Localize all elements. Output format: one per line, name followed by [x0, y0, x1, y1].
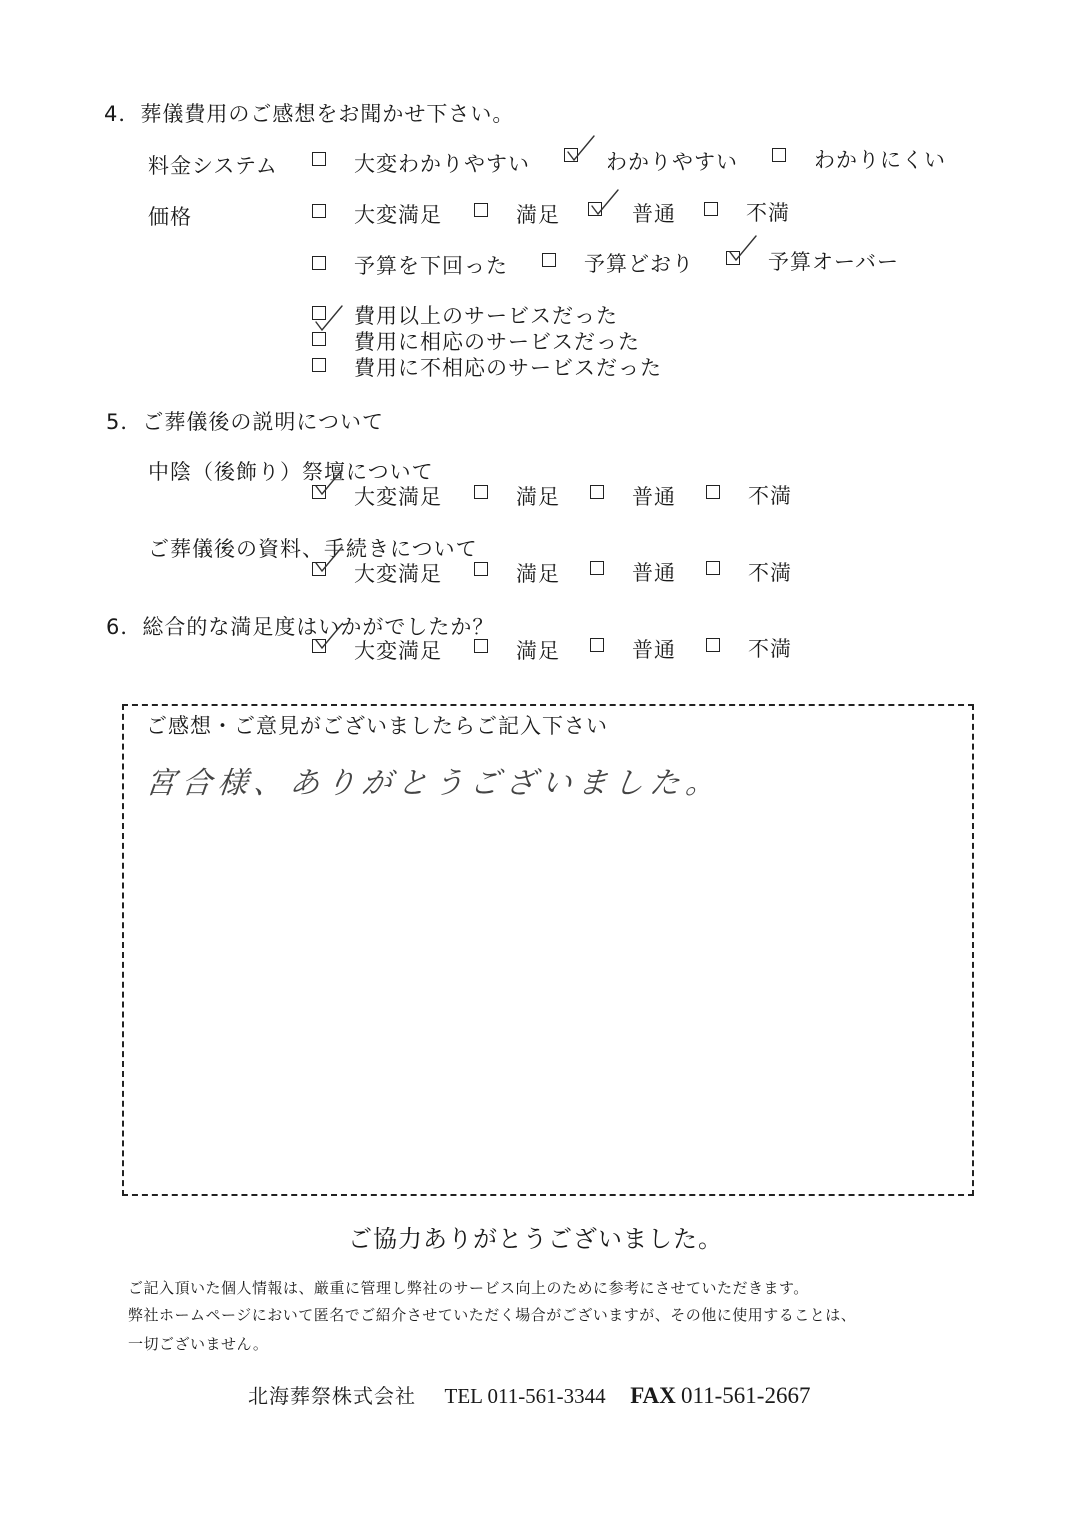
option-system-hard: わかりにくい	[814, 148, 946, 172]
checkbox-docs-dissatisfied[interactable]	[706, 561, 720, 575]
option-altar-very-satisfied: 大変満足	[354, 485, 442, 509]
option-overall-satisfied: 満足	[516, 639, 560, 663]
option-price-normal: 普通	[632, 202, 676, 226]
q4-price-label: 価格	[148, 205, 192, 229]
checkbox-service-below[interactable]	[312, 358, 326, 372]
q6-title: 6．総合的な満足度はいかがでしたか？	[106, 615, 495, 639]
fax-number: 011-561-2667	[681, 1383, 811, 1408]
option-altar-satisfied: 満足	[516, 485, 560, 509]
checkmark-icon	[728, 234, 758, 262]
handwritten-comment: 宮合様、ありがとうございました。	[143, 766, 724, 801]
privacy-line-1: ご記入頂いた個人情報は、厳重に管理し弊社のサービス向上のために参考にさせていただきます。	[128, 1279, 809, 1297]
option-altar-dissatisfied: 不満	[748, 484, 792, 508]
checkmark-icon	[314, 622, 344, 650]
option-budget-over: 予算オーバー	[768, 250, 899, 274]
option-docs-normal: 普通	[632, 561, 676, 585]
privacy-line-2: 弊社ホームページにおいて匿名でご紹介させていただく場合がございますが、その他に使用することは、	[128, 1306, 857, 1324]
q5-sub1-label: 中陰（後飾り）祭壇について	[148, 460, 434, 484]
option-docs-satisfied: 満足	[516, 562, 560, 586]
option-service-above: 費用以上のサービスだった	[354, 304, 618, 328]
option-price-dissatisfied: 不満	[746, 201, 790, 225]
checkbox-docs-satisfied[interactable]	[474, 562, 488, 576]
tel-label: TEL	[444, 1384, 483, 1408]
option-budget-on: 予算どおり	[584, 252, 694, 276]
option-service-matched: 費用に相応のサービスだった	[354, 330, 640, 354]
option-price-very-satisfied: 大変満足	[354, 203, 442, 227]
tel-number: 011-561-3344	[487, 1384, 606, 1408]
checkbox-budget-under[interactable]	[312, 256, 326, 270]
checkmark-icon	[314, 468, 344, 496]
checkbox-price-satisfied[interactable]	[474, 203, 488, 217]
checkmark-icon	[566, 134, 596, 162]
checkmark-icon	[314, 545, 344, 573]
option-system-very-easy: 大変わかりやすい	[354, 152, 530, 176]
checkbox-price-dissatisfied[interactable]	[704, 202, 718, 216]
footer-contact	[248, 1380, 810, 1409]
checkbox-service-matched[interactable]	[312, 332, 326, 346]
checkbox-altar-normal[interactable]	[590, 485, 604, 499]
checkbox-docs-normal[interactable]	[590, 561, 604, 575]
option-service-below: 費用に不相応のサービスだった	[354, 356, 662, 380]
checkbox-overall-normal[interactable]	[590, 638, 604, 652]
checkbox-overall-satisfied[interactable]	[474, 639, 488, 653]
comment-heading: ご感想・ご意見がございましたらご記入下さい	[146, 710, 614, 740]
option-system-easy: わかりやすい	[606, 150, 738, 174]
checkbox-overall-dissatisfied[interactable]	[706, 638, 720, 652]
checkbox-system-very-easy[interactable]	[312, 152, 326, 166]
option-docs-very-satisfied: 大変満足	[354, 562, 442, 586]
q5-title: 5．ご葬儀後の説明について	[106, 410, 384, 434]
q4-title: 4．葬儀費用のご感想をお聞かせ下さい。	[104, 102, 515, 126]
checkmark-icon	[590, 188, 620, 216]
checkbox-budget-on[interactable]	[542, 253, 556, 267]
checkbox-system-hard[interactable]	[772, 148, 786, 162]
checkbox-altar-dissatisfied[interactable]	[706, 485, 720, 499]
option-overall-very-satisfied: 大変満足	[354, 639, 442, 663]
option-overall-normal: 普通	[632, 638, 676, 662]
checkmark-icon	[314, 304, 344, 332]
company-name: 北海葬祭株式会社	[248, 1384, 416, 1408]
option-price-satisfied: 満足	[516, 203, 560, 227]
fax-label: FAX	[630, 1383, 676, 1408]
q4-system-label: 料金システム	[148, 154, 278, 178]
option-budget-under: 予算を下回った	[354, 254, 508, 278]
q5-sub2-label: ご葬儀後の資料、手続きについて	[148, 537, 478, 561]
option-docs-dissatisfied: 不満	[748, 561, 792, 585]
privacy-line-3: 一切ございません。	[128, 1335, 269, 1353]
checkbox-price-very-satisfied[interactable]	[312, 204, 326, 218]
thanks-message: ご協力ありがとうございました。	[348, 1225, 723, 1253]
option-altar-normal: 普通	[632, 485, 676, 509]
option-overall-dissatisfied: 不満	[748, 637, 792, 661]
checkbox-altar-satisfied[interactable]	[474, 485, 488, 499]
